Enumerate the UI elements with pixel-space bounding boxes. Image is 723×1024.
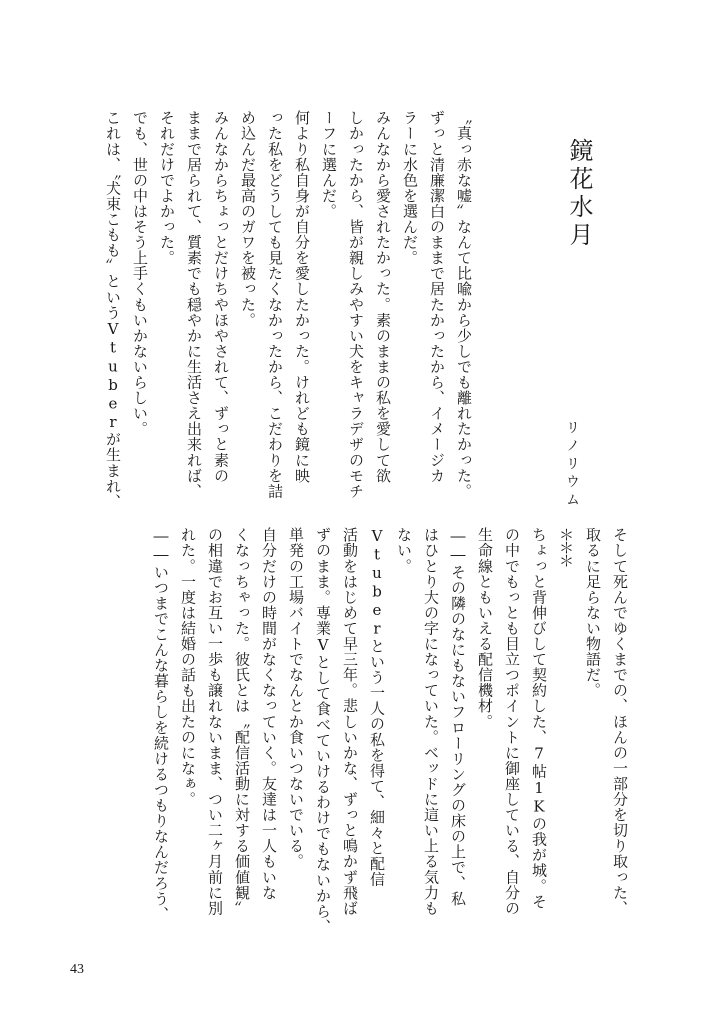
lower-text-block: [147, 527, 633, 934]
text-line: れた。一度は結婚の話も出たのになぁ。: [179, 527, 197, 807]
text-line: ちょっと背伸びして契約した、7帖1Kの我が城。そ: [530, 527, 548, 910]
text-line: ーフに選んだ。: [320, 110, 338, 219]
text-line: ――いつまでこんな暮らしを続けるつもりなんだろう、: [152, 527, 170, 922]
text-line: 活動をはじめて早三年。悲しいかな、ずっと鳴かず飛ば: [341, 527, 359, 916]
page-number: 43: [70, 962, 84, 977]
upper-text-block: [99, 110, 477, 509]
text-line: ない。: [395, 527, 413, 574]
text-line: 単発の工場バイトでなんとか食いつないでいる。: [287, 527, 305, 870]
text-line: でも、世の中はそう上手くもいかないらしい。: [131, 110, 149, 437]
text-line: しかったから、皆が親しみやすい犬をキャラデザのモチ: [347, 110, 365, 499]
section-break: ＊＊＊: [557, 527, 575, 566]
text-line: はひとり大の字になっていた。ベッドに這い上る気力も: [422, 527, 440, 916]
text-line: 〝真っ赤な嘘〟なんて比喩から少しでも離れたかった。: [455, 110, 473, 499]
author-name: リノリウム: [564, 420, 580, 510]
text-line: 生命線ともいえる配信機材。: [476, 527, 494, 730]
text-line: みんなからちょっとだけちやほやされて、ずっと素の: [212, 110, 230, 484]
text-line: 取るに足らない物語だ。: [584, 527, 602, 699]
text-line: め込んだ最高のガワを被った。: [239, 110, 257, 328]
text-line: Vtuberという一人の私を得て、細々と配信: [368, 527, 386, 888]
text-line: ずのまま。専業Vとして食べていけるわけでもないから、: [314, 527, 332, 935]
text-line: 自分だけの時間がなくなっていく。友達は一人もいな: [260, 527, 278, 901]
text-line: った私をどうしても見たくなかったから、こだわりを詰: [266, 110, 284, 499]
text-line: の相違でお互い一歩も譲れないまま、つい二ヶ月前に別: [206, 527, 224, 916]
text-line: の中でもっとも目立つポイントに御座している、自分の: [503, 527, 521, 916]
text-line: それだけでよかった。: [158, 110, 176, 266]
text-line: 何より私自身が自分を愛したかった。けれども鏡に映: [293, 110, 311, 484]
text-line: これは、〝犬束こもも〟というVtuberが生まれ、: [104, 110, 122, 510]
story-title: 鏡花水月: [565, 138, 593, 250]
text-line: くなっちゃった。彼氏とは〝配信活動に対する価値観〟: [233, 527, 251, 916]
text-line: ラーに水色を選んだ。: [401, 110, 419, 266]
text-line: ずっと清廉潔白のままで居たかったから、イメージカ: [428, 110, 446, 484]
text-line: そして死んでゆくまでの、ほんの一部分を切り取った、: [611, 527, 629, 916]
text-line: ――その隣のなにもないフローリングの床の上で、私: [449, 527, 467, 907]
text-line: みんなから愛されたかった。素のままの私を愛して欲: [374, 110, 392, 484]
text-line: ままで居られて、質素でも穏やかに生活さえ出来れば、: [185, 110, 203, 499]
